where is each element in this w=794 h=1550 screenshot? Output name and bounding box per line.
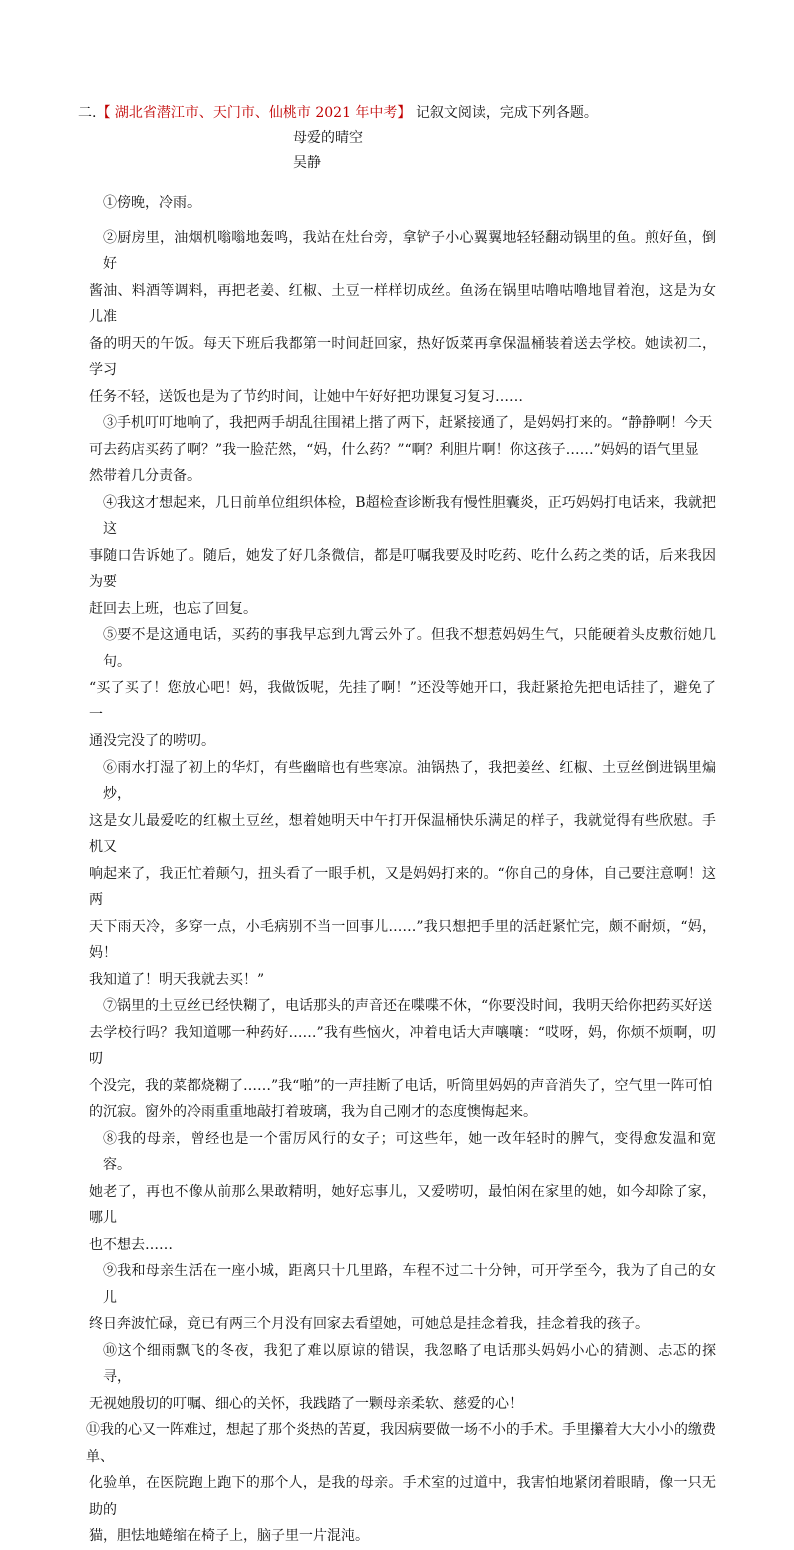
- article-line: 个没完，我的菜都烧糊了……”我“啪”的一声挂断了电话，听筒里妈妈的声音消失了，空气里一阵可怕: [89, 1077, 713, 1094]
- question-source: 【 湖北省潜江市、天门市、仙桃市 2021 年中考】: [96, 105, 412, 121]
- article-line: ④我这才想起来，几日前单位组织体检，B超检查诊断我有慢性胆囊炎，正巧妈妈打电话来，我就把这: [103, 494, 716, 537]
- question-number: 二.: [78, 105, 97, 121]
- article-line: 通没完没了的唠叨。: [89, 733, 215, 749]
- article-line: ⑥雨水打湿了初上的华灯，有些幽暗也有些寒凉。油锅热了，我把姜丝、红椒、土豆丝倒进锅里煸炒，: [103, 759, 716, 802]
- article-line: 我知道了！明天我就去买！”: [89, 971, 265, 988]
- article-line: “买了买了！您放心吧！妈，我做饭呢，先挂了啊！”还没等她开口，我赶紧抢先把电话挂了，避免了一: [89, 680, 716, 723]
- article-line: 备的明天的午饭。每天下班后我都第一时间赶回家，热好饭菜再拿保温桶装着送去学校。她读初二，学习: [89, 335, 716, 378]
- article-line: 也不想去……: [89, 1236, 173, 1253]
- article-line: 她老了，再也不像从前那么果敢精明，她好忘事儿，又爱唠叨，最怕闲在家里的她，如今却除了家，哪儿: [89, 1183, 716, 1226]
- article-line: 赶回去上班，也忘了回复。: [89, 600, 257, 617]
- article-body: [86, 190, 716, 1550]
- article-line: 可去药店买药了啊？”我一脸茫然，“妈，什么药？”“啊？利胆片啊！你这孩子……”妈妈的语气里显: [89, 441, 699, 458]
- article-line: 酱油、料酒等调料，再把老姜、红椒、土豆一样样切成丝。鱼汤在锅里咕噜咕噜地冒着泡，这是为女儿准: [89, 282, 716, 325]
- article-line: ⑪我的心又一阵难过，想起了那个炎热的苦夏，我因病要做一场不小的手术。手里攥着大大小小的缴费单、: [86, 1422, 716, 1465]
- article-line: ⑨我和母亲生活在一座小城，距离只十几里路，车程不过二十分钟，可开学至今，我为了自己的女儿: [103, 1263, 716, 1306]
- article-line: 天下雨天冷，多穿一点，小毛病别不当一回事儿……”我只想把手里的活赶紧忙完，颇不耐烦，“妈，妈！: [89, 918, 716, 961]
- article-line: 终日奔波忙碌，竟已有两三个月没有回家去看望她，可她总是挂念着我，挂念着我的孩子。: [89, 1316, 649, 1332]
- article-line: 去学校行吗？我知道哪一种药好……”我有些恼火，冲着电话大声嚷嚷：“哎呀，妈，你烦不烦啊，叨叨: [89, 1024, 716, 1067]
- article-line: 任务不轻，送饭也是为了节约时间，让她中午好好把功课复习复习……: [89, 388, 523, 405]
- article-line: 然带着几分责备。: [89, 468, 201, 484]
- article-line: ②厨房里，油烟机嗡嗡地轰鸣，我站在灶台旁，拿铲子小心翼翼地轻轻翻动锅里的鱼。煎好鱼，倒好: [103, 229, 716, 272]
- article-line: 响起来了，我正忙着颠勺，扭头看了一眼手机，又是妈妈打来的。“你自己的身体，自己要注意啊！这两: [89, 865, 716, 908]
- article-line: ⑧我的母亲，曾经也是一个雷厉风行的女子；可这些年，她一改年轻时的脾气，变得愈发温和宽容。: [103, 1130, 716, 1173]
- article-line: 这是女儿最爱吃的红椒土豆丝，想着她明天中午打开保温桶快乐满足的样子，我就觉得有些欣慰。手机又: [89, 812, 716, 855]
- article-title: 母爱的晴空: [293, 130, 363, 146]
- article-line: ⑤要不是这通电话，买药的事我早忘到九霄云外了。但我不想惹妈妈生气，只能硬着头皮敷衍她几句。: [103, 627, 716, 670]
- article-line: 的沉寂。窗外的冷雨重重地敲打着玻璃，我为自己刚才的态度懊悔起来。: [89, 1104, 537, 1120]
- article-line: ①傍晚，冷雨。: [103, 195, 201, 211]
- article-line: ⑩这个细雨飘飞的冬夜，我犯了难以原谅的错误，我忽略了电话那头妈妈小心的猜测、忐忑的探寻，: [103, 1342, 716, 1385]
- article-line: ⑦锅里的土豆丝已经快糊了，电话那头的声音还在喋喋不休，“你要没时间，我明天给你把药买好送: [103, 998, 713, 1014]
- article-line: 无视她殷切的叮嘱、细心的关怀，我践踏了一颗母亲柔软、慈爱的心！: [89, 1395, 523, 1412]
- article-line: 事随口告诉她了。随后，她发了好几条微信，都是叮嘱我要及时吃药、吃什么药之类的话，后来我因为要: [89, 547, 716, 590]
- article-line: ③手机叮叮地响了，我把两手胡乱往围裙上揩了两下，赶紧接通了，是妈妈打来的。“静静啊！今天: [103, 415, 713, 431]
- question-header: [78, 103, 598, 123]
- article-line: 化验单，在医院跑上跑下的那个人，是我的母亲。手术室的过道中，我害怕地紧闭着眼睛，像一只无助的: [89, 1475, 716, 1518]
- article-author: 吴静: [293, 155, 321, 171]
- question-instruction: 记叙文阅读，完成下列各题。: [411, 105, 598, 121]
- article-line: 猫，胆怯地蜷缩在椅子上，脑子里一片混沌。: [89, 1528, 369, 1544]
